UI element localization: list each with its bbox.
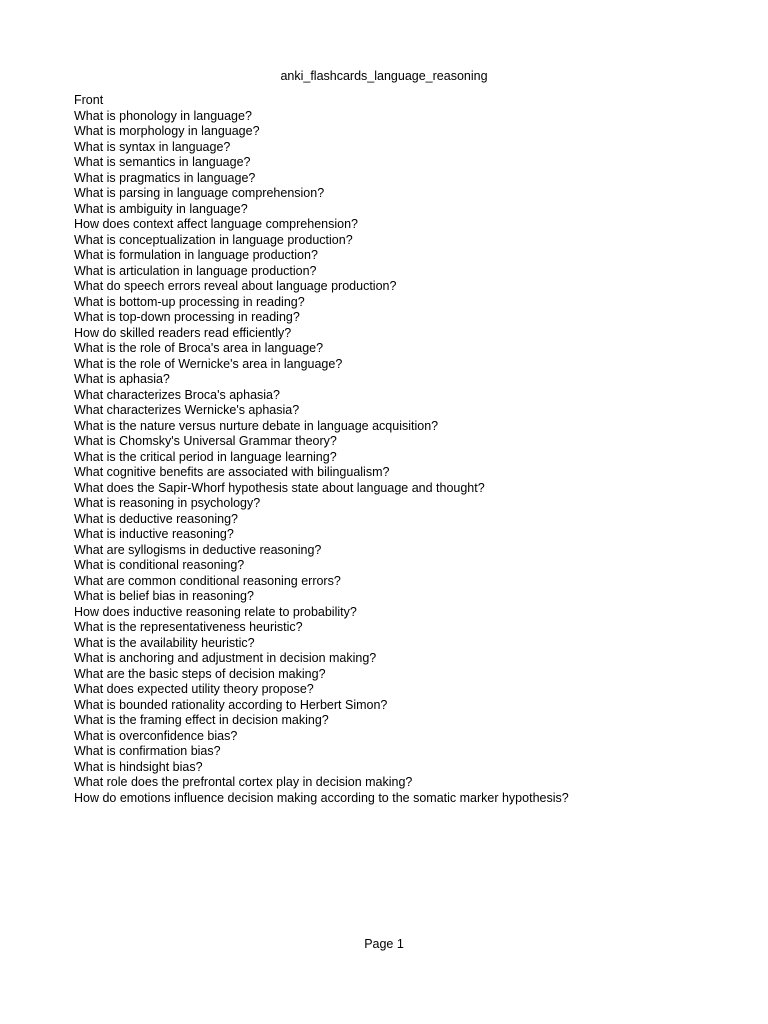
page-footer: [0, 937, 768, 952]
flashcard-row: What is parsing in language comprehension?: [74, 186, 325, 200]
flashcard-row: What cognitive benefits are associated with bilingualism?: [74, 465, 390, 479]
flashcard-row: How do skilled readers read efficiently?: [74, 325, 292, 340]
flashcard-row: What is aphasia?: [74, 372, 170, 386]
flashcard-row: What is Chomsky's Universal Grammar theory?: [74, 434, 337, 448]
flashcard-rows: [74, 109, 734, 807]
flashcard-row: What is formulation in language production?: [74, 248, 318, 262]
flashcard-row: What is articulation in language production?: [74, 263, 317, 278]
flashcard-row: What are the basic steps of decision making?: [74, 666, 326, 681]
flashcard-row: What do speech errors reveal about language production?: [74, 279, 397, 293]
flashcard-row: What is the representativeness heuristic?: [74, 620, 303, 634]
flashcard-row: What does expected utility theory propose?: [74, 682, 314, 696]
flashcard-row: What is ambiguity in language?: [74, 201, 248, 216]
flashcard-row: How do emotions influence decision making according to the somatic marker hypothesis?: [74, 790, 569, 805]
column-header-front: Front: [74, 93, 104, 107]
flashcard-row: What is the critical period in language learning?: [74, 449, 337, 464]
flashcard-row: What characterizes Broca's aphasia?: [74, 387, 280, 402]
flashcard-row: What is morphology in language?: [74, 124, 260, 138]
flashcard-row: What is belief bias in reasoning?: [74, 589, 254, 603]
flashcard-row: What role does the prefrontal cortex play in decision making?: [74, 775, 413, 789]
flashcard-row: What is overconfidence bias?: [74, 728, 238, 743]
flashcard-row: What is the role of Wernicke's area in language?: [74, 356, 343, 371]
flashcard-row: What is reasoning in psychology?: [74, 496, 261, 510]
flashcard-row: What is top-down processing in reading?: [74, 310, 300, 324]
flashcard-row: What is bottom-up processing in reading?: [74, 294, 305, 309]
flashcard-row: What is inductive reasoning?: [74, 527, 234, 541]
flashcard-column: [74, 93, 734, 806]
flashcard-row: What are syllogisms in deductive reasoning?: [74, 542, 322, 557]
flashcard-row: What is syntax in language?: [74, 139, 231, 154]
flashcard-row: What is the framing effect in decision making?: [74, 713, 329, 727]
flashcard-row: What characterizes Wernicke's aphasia?: [74, 403, 300, 417]
document-title: anki_flashcards_language_reasoning: [280, 69, 488, 83]
flashcard-row: What is deductive reasoning?: [74, 511, 238, 526]
flashcard-row: How does context affect language comprehension?: [74, 217, 358, 231]
flashcard-row: What is hindsight bias?: [74, 759, 203, 774]
flashcard-row: What are common conditional reasoning errors?: [74, 573, 341, 588]
flashcard-row: What is anchoring and adjustment in decision making?: [74, 651, 377, 665]
page-header: [0, 69, 768, 84]
flashcard-row: What is conditional reasoning?: [74, 558, 245, 572]
flashcard-row: What is bounded rationality according to Herbert Simon?: [74, 697, 388, 712]
flashcard-row: What is semantics in language?: [74, 155, 251, 169]
flashcard-row: What is confirmation bias?: [74, 744, 221, 758]
flashcard-row: What does the Sapir-Whorf hypothesis state about language and thought?: [74, 480, 485, 495]
flashcard-row: What is phonology in language?: [74, 108, 252, 123]
flashcard-row: What is conceptualization in language production?: [74, 232, 353, 247]
page-number: Page 1: [364, 937, 404, 951]
flashcard-row: What is the role of Broca's area in language?: [74, 341, 324, 355]
flashcard-row: What is pragmatics in language?: [74, 170, 256, 185]
flashcard-row: What is the availability heuristic?: [74, 635, 255, 650]
flashcard-row: What is the nature versus nurture debate in language acquisition?: [74, 418, 439, 433]
flashcard-row: How does inductive reasoning relate to probability?: [74, 604, 357, 619]
